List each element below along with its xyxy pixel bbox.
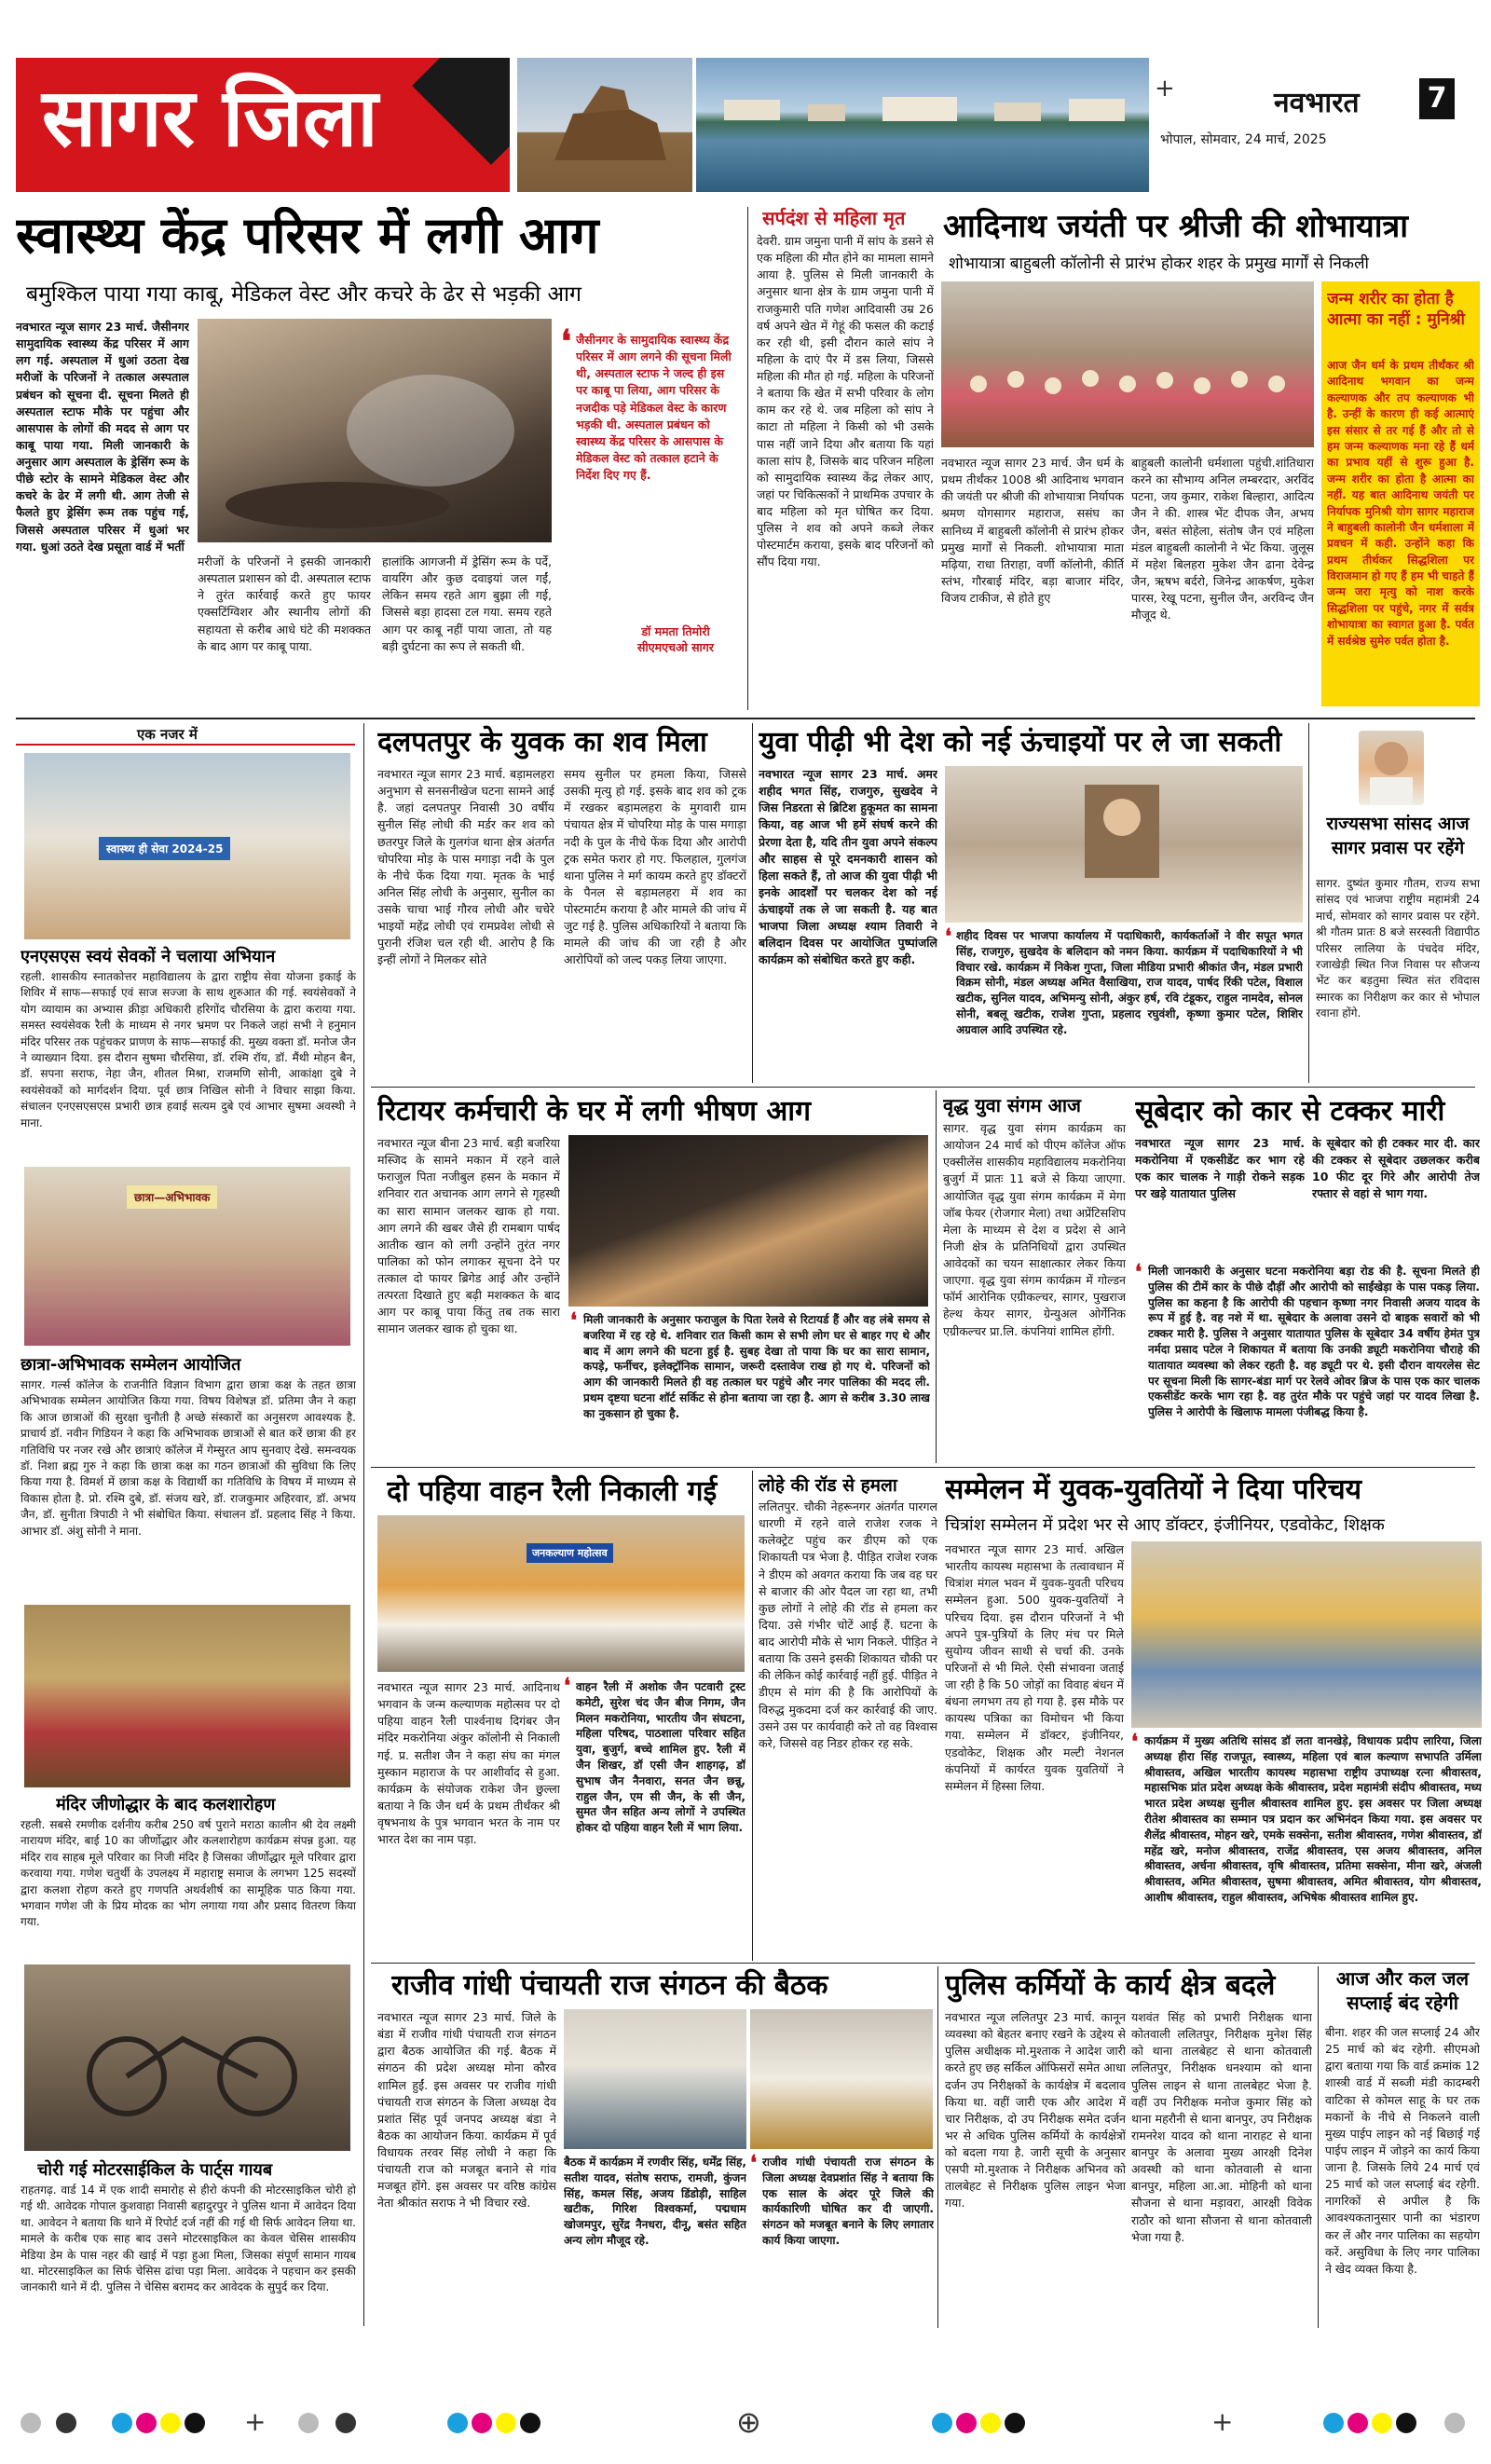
lohe-body: ललितपुर. चौकी नेहरूनगर अंतर्गत पारगल धारणी में रहने वाले राजेश रजक ने कलेक्ट्रेट पहुंच कर डीएम को एक शिकायती पत्र भेजा है. पीड़ित राजेश रजक ने डीएम को अवगत कराया कि जब वह घर से बाजार की ओर पैदल जा रहा था, तभी कुछ लोगों ने लोहे की रॉड से हमला कर दिया. उसे गंभीर चोटें आई हैं. घटना के बाद आरोपी मौके से भाग निकले. पीड़ित ने बताया कि उसने इसकी शिकायत चौकी पर की लेकिन कोई कार्रवाई नहीं हुई. पीड़ित ने डीएम से मांग की है कि आरोपियों के विरुद्ध मुकदमा दर्ज कर कार्रवाई की जाए. उसने उस पर कार्यवाही करे तो वह विश्वास करे, जिससे वह निडर होकर रह सके. [759,1499,937,1750]
subedar-caption: मिली जानकारी के अनुसार घटना मकरोनिया बड़ा रोड की है. सूचना मिलते ही पुलिस की टीमें कार के पीछे दौड़ीं और आरोपी को साईंखेड़ा के पास पकड़ लिया. पुलिस का कहना है कि आरोपी की पहचान कृष्णा नगर निवासी अजय यादव के रूप में हुई है. वह नशे में था. सूबेदार के अलावा उसने दो बाइक सवारों को भी टक्कर मारी है. पुलिस ने अनुसार यातायात पुलिस के सूबेदार 34 वर्षीय हेमंत पुत्र नर्मदा प्रसाद पटेल ने शिकायत में बताया कि उनकी ड्यूटी मकरोनिया चौराहे की यातायात व्यवस्था को लेकर रहती है. वह ड्यूटी पर थे. इसी दौरान वायरलेस सेट पर सूचना मिली कि सागर-बंडा मार्ग पर रेलवे ओवर ब्रिज के पास एक कार चालक एकसीडेंट करके भाग रहा है. वह तुरंत मौके पर पहुंचे जहां पर यादव लिखा है. पुलिस ने आरोपी के खिलाफ मामला पंजीबद्ध किया है. [1148,1265,1480,1419]
section-title: सागर जिला [42,72,378,165]
jal-headline: आज और कल जल सप्लाई बंद रहेगी [1335,1967,1470,2014]
chhatra-headline: छात्रा-अभिभावक सम्मेलन आयोजित [21,1355,241,1375]
lead-col3: हालांकि आगजनी में ड्रेसिंग रूम के पर्दे, वायरिंग और कुछ दवाइयां जल गईं, लेकिन समय रहते आग बुझा ली गई, जिससे बड़ा हादसा टल गया. समय रहते आग पर काबू नहीं पाया जाता, तो यह बड़ी दुर्घटना का रूप ले सकती थी. [382,554,552,653]
divider [747,207,748,710]
ek-nazar-label: एक नजर में [137,726,198,743]
lead-headline: स्वास्थ्य केंद्र परिसर में लगी आग [16,207,599,265]
police-headline: पुलिस कर्मियों के कार्य क्षेत्र बदले [945,1969,1276,2002]
masthead-crosshair-icon: + [1155,75,1175,103]
rajiv-col1: नवभारत न्यूज सागर 23 मार्च. जिले के बंडा में राजीव गांधी पंचायती राज संगठन द्वारा बैठक आयोजित की गई. बैठक में संगठन की प्रदेश अध्यक्ष मोना कौरव शामिल हुईं. इस अवसर पर राजीव गांधी पंचायती राज संगठन के जिला अध्यक्ष देव प्रशांत सिंह पूर्व जनपद अध्यक्ष बंडा ने बैठक का आयोजन किया. कार्यक्रम में पूर्व विधायक तरवर सिंह लोधी ने कहा कि पंचायती राज को मजबूत बनाने से गांव मजबूत होंगे. इस अवसर पर वरिष्ठ कांग्रेस नेता श्रीकांत सराफ ने भी विचार रखे. [377,2010,556,2211]
rally-photo [377,1515,745,1672]
rajiv-quote-mark: ❛ [750,2151,758,2175]
page-number: 7 [1419,78,1455,119]
adinath-col2: बाहुबली कालोनी धर्मशाला पहुंची.शांतिधारा करने का सौभाग्य अनिल लम्बरदार, अरविंद पटना, जय कुमार, राकेश बिल्हारा, आदित्य जैन ने की. शास्त्र भेंट दीपक जैन, अभय जैन, बसंत सोहेला, संतोष जैन एवं महिला मंडल बाहुबली कालोनी ने भेंट किया. जुलूस में महेश बिलहरा मुकेश जैन ढाना देवेन्द्र जैन, ऋषभ बर्दरो, जिनेन्द्र आकर्षण, मुकेश पारस, रेखू पटना, सुनील जैन, अरविन्द जैन मौजूद थे. [1131,456,1314,623]
adinath-subhead: शोभायात्रा बाहुबली कॉलोनी से प्रारंभ होकर शहर के प्रमुख मार्गों से निकली [949,254,1369,273]
fire-smoke-icon [198,319,552,542]
divider [936,1090,937,1463]
vridh-headline: वृद्ध युवा संगम आज [943,1094,1081,1116]
yuva-photo [945,766,1303,923]
rajiv-photo2 [750,2009,933,2149]
rally-banner: जनकल्याण महोत्सव [527,1543,613,1563]
adinath-photo-procession [941,281,1314,447]
adinath-col1: नवभारत न्यूज सागर 23 मार्च. जैन धर्म के प्रथम तीर्थंकर 1008 श्री आदिनाथ भगवान की जयंती पर श्रीजी की शोभायात्रा निर्यापक श्रमण योगसागर महाराज, ससंघ का सानिध्य में बाहुबली कॉलोनी से प्रारंभ होकर प्रमुख मार्गों से निकली. शोभायात्रा माता मढ़िया, राधा तिराहा, वर्णी कॉलोनी, कीर्ति स्तंभ, गौरबाई मंदिर, बड़ा बाजार मंदिर, विजय टाकीज, से होते हुए [941,456,1124,605]
divider [937,1966,938,2328]
lead-col2: मरीजों के परिजनों ने इसकी जानकारी अस्पताल प्रशासन को दी. अस्पताल स्टाफ ने तुरंत कार्रवाई करते हुए फायर एक्सटिंग्विशर और स्थानीय लोगों की सहायता से करीब आधे घंटे की मशक्कत के बाद आग पर काबू पाया. [198,554,371,653]
registration-magenta-icon [136,2413,157,2433]
rally-caption: वाहन रैली में अशोक जैन पटवारी ट्रस्ट कमेटी, सुरेश चंद जैन बीज निगम, जैन मिलन मकरोनिया, भारतीय जैन संघटना, महिला परिषद, पाठशाला परिवार सहित युवा, बुजुर्ग, बच्चे शामिल हुए. रैली में जैन शिखर, डॉ एसी जैन शाहगढ़, डॉ सुभाष जैन नैनवारा, सनत जैन छन्नू, राहुल जैन, एम सी जैन, के सी जैन, सुमत जैन सहित अन्य लोगों ने उपस्थित होकर दो पहिया वाहन रैली में भाग लिया. [576,1680,746,1835]
monument-icon [517,58,692,192]
sammelan-col1: नवभारत न्यूज सागर 23 मार्च. अखिल भारतीय कायस्थ महासभा के तत्वावधान में चित्रांश मंगल भवन में युवक-युवती परिचय सम्मेलन हुआ. 500 युवक-युवतियों ने परिचय दिया. इस दौरान परिजनों ने भी अपने पुत्र-पुत्रियों के लिए मंच पर मिले सुयोग्य जीवन साथी से चर्चा की. उनके परिजनों से भी मिले. ऐसी संभावना जताई जा रही है कि 50 जोड़ों का विवाह बंधन में बंधना लगभग तय हो गया है. इस मौके पर कायस्थ पत्रिका का विमोचन भी किया गया. सम्मेलन में डॉक्टर, इंजीनियर, एडवोकेट, शिक्षक और मल्टी नेशनल कंपनियों में कार्यरत युवक युवतियों ने सम्मेलन में हिस्सा लिया. [945,1542,1124,1793]
divider [363,723,364,2326]
adinath-side-body: आज जैन धर्म के प्रथम तीर्थंकर श्री आदिनाथ भगवान का जन्म कल्याणक और तप कल्याणक भी है. उन्हीं के कारण ही कई आत्माएं इस संसार से तर गई हैं और तो से हम जन्म कल्याणक मना रहे हैं धर्म का प्रभाव यहीं से शुरू हुआ है. जन्म शरीर का होता है आत्मा का नहीं. यह बात आदिनाथ जयंती पर निर्यापक मुनिश्री योग सागर महाराज ने बाहुबली कालोनी जैन धर्मशाला में प्रवचन में कही. उन्होंने कहा कि प्रथम तीर्थकर सिद्धशिला पर विराजमान हो गए हैं हम भी चाहते हैं जन्म जरा मृत्यु को नाश करके सिद्धशिला पर पहुंचे, नगर में सर्वत्र शोभायात्रा का स्वागत हुआ है. पर्वत में सर्वश्रेष्ठ सुमेरु पर्वत होता है. [1327,359,1474,648]
nss-banner: स्वास्थ्य ही सेवा 2024-25 [99,837,230,860]
registration-yellow-icon [1372,2413,1392,2433]
retire-headline: रिटायर कर्मचारी के घर में लगी भीषण आग [377,1095,811,1128]
adinath-sidebar [1321,281,1480,706]
chhatra-banner: छात्रा—अभिभावक [127,1185,217,1209]
sammelan-subhead: चित्रांश सम्मेलन में प्रदेश भर से आए डॉक्टर, इंजीनियर, एडवोकेट, शिक्षक [945,1515,1385,1535]
mandir-body: रहली. सबसे रमणीक दर्शनीय करीब 250 वर्ष पुराने मराठा कालीन श्री देव लक्ष्मी नारायण मंदिर, बाई 10 का जीर्णोद्धार और कलशारोहण कार्यक्रम संपन्न हुआ. यह मंदिर राव साहब मूले परिवार का निजी मंदिर है जिसका जीर्णोद्धार मूले परिवार द्वारा करवाया गया. गणेश चतुर्थी के उपलक्ष्य में महाराष्ट्र समाज के लगभग 125 सदस्यों द्वारा कलशा रोहण करते हुए गणपति अथर्वशीर्ष का सामूहिक पाठ किया गया. भगवान गणेश जी के प्रिय मोदक का भोग लगाया गया और प्रसाद वितरण किया गया. [21,1818,356,1929]
registration-magenta-icon [472,2413,492,2433]
registration-cyan-icon [447,2413,468,2433]
sammelan-caption: कार्यक्रम में मुख्य अतिथि सांसद डॉ लता वानखेड़े, विधायक प्रदीप लारिया, जिला अध्यक्ष हीरा सिंह राजपूत, स्वास्थ्य, महिला एवं बाल कल्याण सभापति उर्मिला श्रीवास्तव, अखिल भारतीय कायस्थ महासभा राष्ट्रीय उपाध्यक्ष रत्ना श्रीवास्तव, महासभिक प्रांत प्रदेश अध्यक्ष केके श्रीवास्तव, प्रदेश महामंत्री संदीप श्रीवास्तव, मध्य भारत प्रदेश अध्यक्ष सुनील श्रीवास्तव शामिल हुए. इस अवसर पर जिला अध्यक्ष रीतेश श्रीवास्तव का सम्मान पत्र प्रदान कर अभिनंदन किया गया. इस अवसर पर शैलेंद्र श्रीवास्तव, मोहन खरे, एमके सक्सेना, सतीश श्रीवास्तव, गणेश श्रीवास्तव, डॉ महेंद्र खरे, मनोज श्रीवास्तव, राजेंद्र श्रीवास्तव, एस अजय श्रीवास्तव, अनिल श्रीवास्तव, अर्चना श्रीवास्तव, वृषि श्रीवास्तव, प्रतिमा सक्सेना, मीना खरे, अंजली श्रीवास्तव, अमित श्रीवास्तव, सुषमा श्रीवास्तव, अमित श्रीवास्तव, योग श्रीवास्तव, आशीष श्रीवास्तव, राहुल श्रीवास्तव, अभिषेक श्रीवास्तव शामिल हुए. [1144,1734,1482,1904]
subedar-quote-mark: ❛ [1135,1260,1142,1284]
procession-crowd-icon [941,281,1314,447]
rajiv-headline: राजीव गांधी पंचायती राज संगठन की बैठक [391,1969,828,2002]
dalpat-headline: दलपतपुर के युवक का शव मिला [377,726,707,759]
dalpat-col1: नवभारत न्यूज सागर 23 मार्च. बड़ामलहरा अनुभाग से सनसनीखेज घटना सामने आई है. जहां दलपतपुर निवासी 30 वर्षीय सुनील सिंह लोधी की मर्डर कर शव को छतरपुर जिले के गुलगंज थाना क्षेत्र अंतर्गत चोपरिया मोड़ के पास मगाड़ा नदी के पुल के नीचे फेंक दिया गया. मृतक के भाई अनिल सिंह लोधी के अनुसार, सुनील का उसके चाचा भाई गौरव लोधी और चचेरे भाइयों महेंद्र लोधी एवं रामप्रवेश लोधी से पुरानी रंजिश चल रही थी. आरोप है कि इन्हीं लोगों ने मिलकर सोते [377,767,554,967]
rally-quote-mark: ❛ [564,1674,571,1698]
lead-col1: नवभारत न्यूज सागर 23 मार्च. जैसीनगर सामुदायिक स्वास्थ्य केंद्र परिसर में आग लग गई. अस्पताल में धुआं उठता देख मरीजों के परिजनों ने तत्काल अस्पताल प्रबंधन को सूचना दी. सूचना मिलते ही अस्पताल स्टाफ मौके पर पहुंचा और आसपास के लोगों की मदद से आग पर काबू पाया गया. मिली जानकारी के अनुसार आग अस्पताल के ड्रेसिंग रूम के पीछे स्टोर के सामने मेडिकल वेस्ट और कचरे के ढेर में लगी थी. आग तेजी से फैलते हुए ड्रेसिंग रूम तक पहुंच गई, जिससे अस्पताल परिसर में धुआं भर गया. धुआं उठते देख प्रसूता वार्ड में भर्ती [16,320,189,554]
sammelan-quote-mark: ❛ [1131,1730,1139,1754]
registration-dot-icon [1444,2413,1465,2433]
martyr-portrait-icon [945,766,1303,923]
chori-headline: चोरी गई मोटरसाईकिल के पार्ट्स गायब [37,2160,273,2180]
registration-black-icon [520,2413,540,2433]
registration-yellow-icon [496,2413,516,2433]
divider [1308,723,1309,1083]
registration-yellow-icon [980,2413,1001,2433]
registration-cyan-icon [112,2413,132,2433]
ek-nazar-photo-bike [24,1964,350,2151]
chhatra-body: सागर. गर्ल्स कॉलेज के राजनीति विज्ञान विभाग द्वारा छात्रा कक्ष के तहत छात्रा अभिभावक सम्मेलन आयोजित किया गया. विषय विशेषज्ञ डॉ. प्रतिमा जैन ने कहा कि आज छात्राओं की सुरक्षा चुनौती है अच्छे संस्कारों का अनुसरण आवश्यक है. प्राचार्य डॉ. नवीन गिडियन ने कहा कि अभिभावक छात्राओं से बात करें छात्रा की हर गतिविधि पर नजर रखे और छात्राएं कॉलेज में गेम्सुरत आप सुनवाए देखे. समन्वयक डॉ. निशा ब्रह्म गुरु ने कहा कि छात्रा कक्ष का गठन छात्राओं की सुविधा कि लिए किया गया है. विमर्श में छात्रा कक्ष के विद्यार्थी का गतिविधि के विषय में माध्यम से विकास होता है. प्रो. रश्मि दुबे, डॉ. संजय खरे, डॉ. राजकुमार अहिरवार, डॉ. अभय जैन, डॉ. सुनीता त्रिपाठी ने भी संबोधित किया. संचालन डॉ. प्रहलाद सिंह ने किया. आभार डॉ. अंशु सोनी ने माना. [21,1378,356,1538]
divider [16,718,1475,719]
registration-dot-icon [335,2413,356,2433]
divider [371,1087,1475,1088]
chori-body: राहतगढ़. वार्ड 14 में एक शादी समारोह से हीरो कंपनी की मोटरसाइकिल चोरी हो गई थी. आवेदक गोपाल कुशवाहा निवासी बहादुरपुर ने पुलिस थाना में आवेदन दिया था. आवेदन ने बताया कि थाने में रिपोर्ट दर्ज नहीं की गई थी सिर्फ आवेदन लिया था. मामले के करीब एक साह बाद उसने मोटरसाइकिल का केवल चेसिस शासकीय मेडिया डेम के पास नहर की खाई में पड़ा हुआ मिला, जिसका संपूर्ण सामान गायब था. मोटरसाइकिल का सिर्फ चेसिस ढांचा पड़ा मिला. आवेदक ने पहचान कर इसकी जानकारी थाने में दी. पुलिस ने चेसिस बरामद कर आवेदक के सुपुर्द कर दिया. [21,2183,356,2294]
yuva-caption: शहीद दिवस पर भाजपा कार्यालय में पदाधिकारी, कार्यकर्ताओं ने वीर सपूत भगत सिंह, राजगुरु, सुखदेव के बलिदान को नमन किया. कार्यक्रम में पदाधिकारियों ने भी विचार रखे. कार्यक्रम में निकेश गुप्ता, जिला मीडिया प्रभारी श्रीकांत जैन, मंडल प्रभारी विक्रम सोनी, मंडल अध्यक्ष अमित वैसाखिया, राज यादव, पार्षद रिंकी पटेल, विशाल खटीक, सुनिल यादव, अभिमन्यु सोनी, अंकुर हर्ष, रवि टंडूकर, राहुल नामदेव, सोनल सोनी, बबलू खटीक, राजेश गुप्ता, प्रहलाद रघुवंशी, कृष्णा कुमार पटेल, शिशिर अग्रवाल आदि उपस्थित रहे. [956,929,1303,1036]
retire-quote-mark: ❛ [570,1308,578,1333]
registration-magenta-icon [956,2413,977,2433]
rajiv-photo1 [564,2009,746,2149]
registration-yellow-icon [160,2413,181,2433]
ek-nazar-photo-mandir [24,1605,350,1787]
subedar-headline: सूबेदार को कार से टक्कर मारी [1135,1095,1445,1128]
registration-dot-icon [56,2413,76,2433]
subedar-col2: के सूबेदार को ही टक्कर मार दी. कार की टक्कर से सूबेदार उछलकर करीब 10 फीट दूर गिरे और आरोपी तेज रफ्तार से वहां से भाग गया. [1312,1136,1480,1201]
crosshair-icon: + [244,2406,267,2437]
retire-col1: नवभारत न्यूज बीना 23 मार्च. बड़ी बजरिया मस्जिद के सामने मकान में रहने वाले फराजुल पिता नजीबुल हसन के मकान में शनिवार रात अचानक आग लगने से गृहस्थी का सारा सामान जलकर खाक हो गया. आग लगने की खबर जैसे ही रामबाग पार्षद आतीक खान को लगी उन्होंने तुरंत नगर पालिका को फोन लगाकर सूचना देने पर तत्काल दो फायर ब्रिगेड आई और उन्होंने तत्परता दिखाते हुए बढ़ी मशक्कत के बाद आग पर काबू पाया किंतु तब तक सारा सामान जलकर खाक हो चुका था. [377,1136,560,1336]
section-title-box [16,58,510,192]
dateline: भोपाल, सोमवार, 24 मार्च, 2025 [1160,132,1327,147]
sansad-body: सागर. दुष्यंत कुमार गौतम, राज्य सभा सांसद एवं भाजपा राष्ट्रीय महामंत्री 24 मार्च, सोमवार को सागर प्रवास पर रहेंगे. श्री गौतम प्रातः 8 बजे सरस्वती विद्यापीठ परिसर लालिया के पंचदेव मंदिर, रजाखेड़ी स्थित निज निवास पर सौजन्य भेंट कर बड़तुमा स्थित संत रविदास स्मारक का निरीक्षण कर कार से भोपाल रवाना होंगे. [1316,877,1480,1020]
snake-body: देवरी. ग्राम जमुना पानी में सांप के डसने से एक महिला की मौत होने का मामला सामने आया है. पुलिस से मिली जानकारी के अनुसार थाना क्षेत्र के ग्राम जमुना पानी में राजकुमारी पति गणेश आदिवासी उम्र 26 वर्ष अपने खेत में गेहूं की फसल की कटाई कर रही थी, इसी दौरान काले सांप ने महिला के दाएं पैर में डस लिया, जिससे महिला की मौत हो गई. महिला के परिजनों ने बताया कि खेत में सभी परिवार के लोग काम कर रहे थे. जब महिला को सांप ने काटा तो महिला ने किसी को भी उसके पास नहीं जाने दिया और बताया कि यहां काला सांप है, जिसके बाद परिजन महिला को सामुदायिक स्वास्थ्य केंद्र लेकर आए, जहां पर चिकित्सकों ने प्राथमिक उपचार के बाद महिला को मृत घोषित कर दिया. पुलिस ने शव को अपने कब्जे लेकर पोस्टमार्टम कराया, इसके बाद परिजनों को सौंप दिया गया. [757,234,934,569]
lead-quote-mark: ❛ [561,323,571,361]
crosshair-icon: + [1211,2406,1234,2437]
masthead-photo-monument [517,58,692,192]
police-col2: यशवंत सिंह को प्रभारी निरीक्षक थाना कोतवाली ललितपुर, निरीक्षक मुनेश सिंह को थाना तालबेहट से थाना कोतवाली ललितपुर, निरीक्षक धनश्याम को थाना पुलिस लाइन से थाना तालबेहट भेजा है. वहीं उप निरीक्षक मनोज कुमार सिंह को थाना महरौनी से थाना बानपुर, उप निरीक्षक रामनरेश यादव को थाना नाराहट से थाना बानपुर के अलावा मुख्य आरक्षी दिनेश अवस्थी को थाना कोतवाली से थाना बानपुर, महिला आ.आ. मोहिनी को थाना सौजना से थाना मड़ावरा, आरक्षी विवेक राठौर को थाना सौजना से थाना कोतवाली भेजा गया है. [1131,2010,1312,2244]
sansad-headline: राज्यसभा सांसद आज सागर प्रवास पर रहेंगे [1326,814,1470,858]
jal-body: बीना. शहर की जल सप्लाई 24 और 25 मार्च को बंद रहेगी. सीएमओ द्वारा बताया गया कि वार्ड क्रमांक 12 शास्त्री वार्ड में सब्जी मंडी कादम्बरी वाटिका से कोमल साहू के घर तक मकानों के नीचे से निकलने वाली मुख्य पाईप लाइन को नई बिछाई गई पाईप लाइन में जोड़ने का कार्य किया जाना है. जिसके लिये 24 मार्च एवं 25 मार्च को जल सप्लाई बंद रहेगी. नागरिकों से अपील है कि आवश्यकतानुसार पानी का भंडारण कर लें और नगर पालिका का सहयोग करें. असुविधा के लिए नगर पालिका ने खेद व्यक्त किया है. [1325,2025,1480,2276]
registration-magenta-icon [1347,2413,1368,2433]
mp-portrait-icon [1359,731,1424,805]
lead-photo-fire [198,319,552,542]
sammelan-photo [1131,1541,1482,1728]
divider [752,1471,753,1961]
retire-photo [568,1135,928,1307]
snake-headline: सर्पदंश से महिला मृत [762,207,906,229]
registration-black-icon [185,2413,205,2433]
section-title-accent [412,58,510,165]
adinath-headline: आदिनाथ जयंती पर श्रीजी की शोभायात्रा [943,208,1409,245]
rally-col1: नवभारत न्यूज सागर 23 मार्च. आदिनाथ भगवान के जन्म कल्याणक महोत्सव पर दो पहिया वाहन रैली पार्श्वनाथ दिगंबर जैन मंदिर मकरोनिया अंकुर कॉलोनी से निकाली गई. प्र. सतीश जैन ने कहा संघ का मंगल मुस्कान महाराज के पर आशीर्वाद से हुआ. कार्यक्रम के संयोजक राकेश जैन छुल्ला बताया ने कि जैन धर्म के प्रथम तीर्थंकर श्री वृषभनाथ के पुत्र भगवान भरत के नाम पर भारत देश का नाम पड़ा. [377,1680,560,1847]
masthead [16,58,1475,192]
registration-dot-icon [21,2413,41,2433]
subedar-col1: नवभारत न्यूज सागर 23 मार्च. मकरोनिया में एकसीडेंट कर भाग रहे एक कार चालक ने गाड़ी रोकने सड़क पर खड़े यातायात पुलिस [1135,1136,1305,1201]
ek-nazar-photo-nss [24,753,350,939]
ek-nazar-header [16,725,355,746]
dalpat-col2: समय सुनील पर हमला किया, जिससे उसकी मृत्यु हो गई. इसके बाद शव को ट्रक में रखकर बड़ामलहरा के मुगवारी ग्राम पंचायत क्षेत्र में चोपरिया मोड़ के पास मगाड़ा नदी के पुल के नीचे फेंक दिया और आरोपी ट्रक समेत फरार हो गए. फिलहाल, गुलगंज थाना पुलिस ने मर्ग कायम करते हुए डॉक्टरों के पैनल से बड़ामलहरा में शव का पोस्टमार्टम कराया है और मामले की जांच में जुट गई है. पुलिस अधिकारियों ने बताया कि मामले की जांच की जा रही है और आरोपियों को जल्द पकड़ लिया जाएगा. [564,767,746,967]
lead-quote: जैसीनगर के सामुदायिक स्वास्थ्य केंद्र परिसर में आग लगने की सूचना मिली थी, अस्पताल स्टाफ ने जल्द ही इस पर काबू पा लिया, आग परिसर के नजदीक पड़े मेडिकल वेस्ट के कारण भड़की थी. अस्पताल प्रबंधन को स्वास्थ्य केंद्र परिसर के आसपास के मेडिकल वेस्ट को तत्काल हटाने के निर्देश दिए गए हैं. [576,333,732,482]
yuva-quote-mark: ❛ [945,924,952,949]
divider [1318,1966,1319,2328]
police-col1: नवभारत न्यूज ललितपुर 23 मार्च. कानून व्यवस्था को बेहतर बनाए रखने के उद्देश्य से पुलिस अधीक्षक मो.मुश्ताक ने आदेश जारी करते हुए छह सर्किल ऑफिसरों समेत आधा दर्जन उप निरीक्षकों के कार्यक्षेत्र में बदलाव किया था. वहीं जारी एक और आदेश में चार निरीक्षक, दो उप निरीक्षक समेत दर्जन भर से अधिक पुलिस कर्मियों के कार्यक्षेत्रों को बदला गया है. जारी सूची के अनुसार एसपी मो.मुश्ताक ने निरीक्षक अभिनव को तालबेहट से निरीक्षक पुलिस लाइन भेजा गया. [945,2010,1126,2211]
registration-black-icon [1005,2413,1025,2433]
registration-black-icon [1396,2413,1416,2433]
sansad-photo [1359,731,1424,805]
mandir-headline: मंदिर जीणोद्धार के बाद कलशारोहण [56,1795,276,1814]
lead-quote-byline: डॉ ममता तिमोरी सीएमएचओ सागर [637,624,714,654]
registration-cyan-icon [1323,2413,1344,2433]
divider [371,1467,1475,1468]
masthead-photo-lake [696,58,1149,192]
lead-subhead: बमुश्किल पाया गया काबू, मेडिकल वेस्ट और कचरे के ढेर से भड़की आग [26,282,581,307]
rally-headline: दो पहिया वाहन रैली निकाली गई [387,1475,718,1508]
lake-skyline-icon [696,58,1149,192]
nss-body: रहली. शासकीय स्नातकोत्तर महाविद्यालय के द्वारा राष्ट्रीय सेवा योजना इकाई के शिविर में साफ—सफाई एवं साज सज्जा के साथ शुरुआत की गई. स्वयंसेवकों ने योग व्यायाम का अभ्यास क्रीड़ा अधिकारी हरिगोंद चौरसिया के द्वारा कराया गया. समस्त स्वयंसेवक रैली के माध्यम से नगर भ्रमण पर निकले जहां सभी ने हनुमान मंदिर परिसर तक पहुंचकर प्राणण के साफ—सफाई की. मुख्य वक्ता डॉ. मनोज जैन ने व्याख्यान दिया. इस दौरान सुषमा चौरसिया, डॉ. रश्मि रॉय, डॉ. मैंथी मोहन बैन, डॉ. सपना सराफ, नेहा जैन, शीतल मिश्रा, राजमणि सोनी, आकांक्षा दुबे ने स्वयंसेवकों को मार्गदर्शन दिया. पूर्व छात्र निखिल सोनी ने विचार साझा किया. संचालन एनएसएसएस प्रभारी छात्र हवाई सत्यम दुबे एवं आभार सुषमा अवस्थी ने माना. [21,970,356,1129]
print-registration-strip [0,2404,1491,2442]
rajiv-caption2: राजीव गांधी पंचायती राज संगठन के जिला अध्यक्ष देवप्रशांत सिंह ने बताया कि एक साल के अंदर पूरे जिले की कार्यकारिणी घोषित कर दी जाएगी. संगठन को मजबूत बनाने के लिए लगातार कार्य किया जाएगा. [762,2156,934,2247]
rajiv-caption1: बैठक में कार्यक्रम में रणवीर सिंह, धर्मेंद्र सिंह, सतीश यादव, संतोष सराफ, रामजी, कुंजन सिंह, कमल सिंह, अजय डिंडोड़ी, साहिल खटीक, गिरिश विश्वकर्मा, पद्मधाम खोजमपुर, सुरेंद्र नैनधरा, दीनू, बसंत सहित अन्य लोग मौजूद रहे. [564,2156,746,2247]
bike-chassis-icon [24,1964,350,2151]
retire-caption: मिली जानकारी के अनुसार फराजुल के पिता रेलवे से रिटायर्ड हैं और वह लंबे समय से बजरिया में रह रहे थे. शनिवार रात किसी काम से सभी लोग घर से बाहर गए थे और बाद में आग लगने की घटना हुई है. सुबह देखा तो पाया कि घर का सारा सामान, कपड़े, फर्नीचर, इलेक्ट्रॉनिक सामान, जरूरी दस्तावेज राख हो गए थे. परिजनों को आग की जानकारी मिलते ही वह तत्काल घर पहुंचे और नगर पालिका की मदद ली. प्रथम दृष्टया घटना शॉर्ट सर्किट से होना बताया जा रहा है. आग से करीब 3.30 लाख का नुकसान हो चुका है. [583,1313,930,1420]
crosshair-icon: ⊕ [736,2404,761,2440]
registration-dot-icon [298,2413,319,2433]
ek-nazar-photo-chhatra [24,1167,350,1346]
divider [752,723,753,1083]
yuva-body: नवभारत न्यूज सागर 23 मार्च. अमर शहीद भगत सिंह, राजगुरु, सुखदेव ने जिस निडरता से ब्रिटिश हुकूमत का सामना किया, वह आज भी हमें संघर्ष करने की प्रेरणा देता है, यदि तीन युवा अपने संकल्प और साहस से पूरे दमनकारी शासन को हिला सकते हैं, तो आज की युवा पीढ़ी भी इनके आदर्शों पर चलकर देश को नई ऊंचाइयों तक ले जा सकती है. यह बात भाजपा जिला अध्यक्ष श्याम तिवारी ने बलिदान दिवस पर आयोजित पुष्पांजलि कार्यक्रम को संबोधित करते हुए कही. [759,767,937,967]
registration-cyan-icon [932,2413,952,2433]
lohe-headline: लोहे की रॉड से हमला [759,1475,897,1496]
paper-name: नवभारत [1274,87,1360,119]
divider [371,1963,1475,1964]
adinath-side-headline: जन्म शरीर का होता है आत्मा का नहीं : मुनिश्री [1327,290,1465,330]
vridh-body: सागर. वृद्ध युवा संगम कार्यक्रम का आयोजन 24 मार्च को पीएम कॉलेज ऑफ एक्सीलेंस शासकीय महाविद्यालय मकरोनिया बुजुर्ग में प्रातः 11 बजे से किया जाएगा. आयोजित वृद्ध युवा संगम कार्यक्रम में मेगा जॉब फेयर (रोजगार मेला) तथा अप्रेंटिसशिप मेला के माध्यम से देश व प्रदेश से आने निजी क्षेत्र के प्रतिनिधियों द्वारा उपस्थित आवेदकों का चयन साक्षात्कार लेकर किया जाएगा. वृद्ध युवा संगम कार्यक्रम में गोल्डन फॉर्म आरोनिक एग्रीकल्चर, सागर, पुखराज हेल्थ केयर सागर, ग्रेन्युअल ओर्गेनिक एग्रीकल्चर प्रा.लि. कंपनियां शामिल होंगी. [943,1121,1126,1338]
nss-headline: एनएसएस स्वयं सेवकों ने चलाया अभियान [21,947,276,966]
yuva-headline: युवा पीढ़ी भी देश को नई ऊंचाइयों पर ले जा सकती [759,726,1282,759]
sammelan-headline: सम्मेलन में युवक-युवतियों ने दिया परिचय [945,1473,1362,1506]
